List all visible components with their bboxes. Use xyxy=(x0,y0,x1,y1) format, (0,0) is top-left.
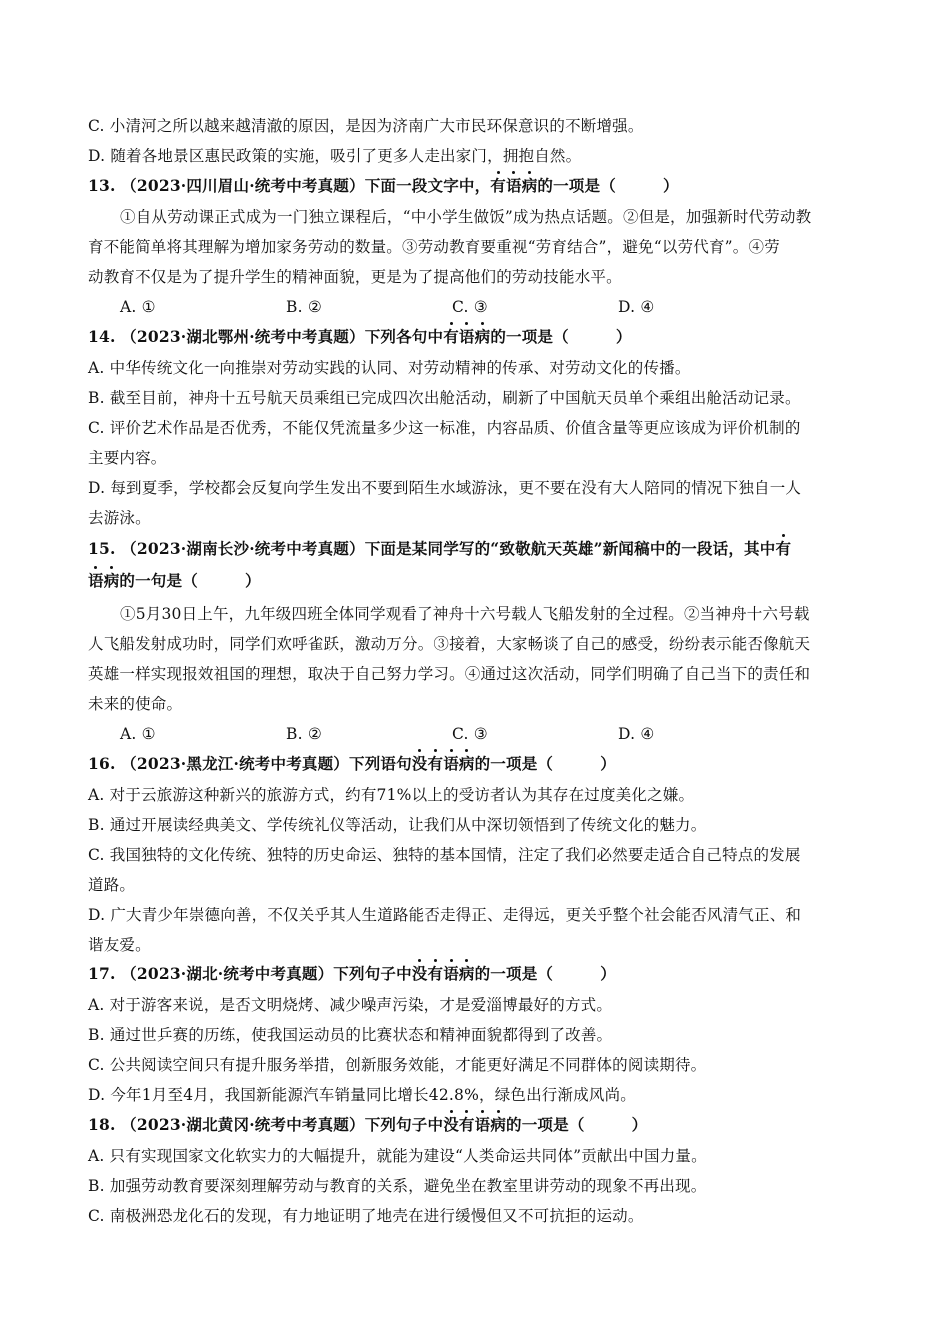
emphasis-char: 没 xyxy=(443,1115,459,1134)
emphasis-marked-text xyxy=(775,539,791,558)
option-b: B. ② xyxy=(286,298,322,316)
option-a-q18: A. 只有实现国家文化软实力的大幅提升，就能为建设“人类命运共同体”贡献出中国力量。 xyxy=(88,1147,707,1165)
emphasis-char: 没 xyxy=(411,754,428,773)
question-15-passage: 未来的使命。 xyxy=(88,695,183,713)
option-d-q16-cont: 谐友爱。 xyxy=(88,936,151,954)
option-b-q18: B. 加强劳动教育要深刻理解劳动与教育的关系，避免坐在教室里讲劳动的现象不再出现。 xyxy=(88,1177,707,1195)
option-d-q12: D. 随着各地景区惠民政策的实施，吸引了更多人走出家门，拥抱自然。 xyxy=(88,147,582,165)
option-c: C. ③ xyxy=(452,725,488,743)
option-c-q17: C. 公共阅读空间只有提升服务举措，创新服务效能，才能更好满足不同群体的阅读期待。 xyxy=(88,1056,707,1074)
emphasis-marked-text xyxy=(443,1115,506,1134)
option-a-q17: A. 对于游客来说，是否文明烧烤、减少噪声污染，才是爱淄博最好的方式。 xyxy=(88,996,613,1014)
question-13-heading: 13. （2023·四川眉山·统考中考真题）下面一段文字中，有语病的一项是（ ） xyxy=(88,176,679,195)
option-d-q14: D. 每到夏季，学校都会反复向学生发出不要到陌生水域游泳，更不要在没有大人陪同的情况下独自一人 xyxy=(88,479,802,497)
emphasis-char: 语 xyxy=(443,754,459,773)
emphasis-marked-text xyxy=(412,754,475,773)
emphasis-char: 病 xyxy=(458,754,475,773)
option-d: D. ④ xyxy=(618,725,655,743)
question-15-passage: ①5月30日上午，九年级四班全体同学观看了神舟十六号载人飞船发射的全过程。②当神舟十六号载 xyxy=(120,605,810,623)
question-16-heading: 16. （2023·黑龙江·统考中考真题）下列语句没有语病的一项是（ ） xyxy=(88,754,616,773)
option-b-q17: B. 通过世乒赛的历练，使我国运动员的比赛状态和精神面貌都得到了改善。 xyxy=(88,1026,613,1044)
question-15-heading: 15. （2023·湖南长沙·统考中考真题）下面是某同学写的“致敬航天英雄”新闻稿中的一段话，其中有 xyxy=(88,539,792,558)
question-17-heading: 17. （2023·湖北·统考中考真题）下列句子中没有语病的一项是（ ） xyxy=(88,964,616,983)
emphasis-marked-text xyxy=(88,571,119,590)
question-18-heading: 18. （2023·湖北黄冈·统考中考真题）下列句子中没有语病的一项是（ ） xyxy=(88,1115,648,1134)
question-13-passage: ①自从劳动课正式成为一门独立课程后，“中小学生做饭”成为热点话题。②但是，加强新时代劳动教 xyxy=(120,208,812,226)
option-b-q16: B. 通过开展读经典美文、学传统礼仪等活动，让我们从中深切领悟到了传统文化的魅力。 xyxy=(88,816,707,834)
option-a-q14: A. 中华传统文化一向推崇对劳动实践的认同、对劳动精神的传承、对劳动文化的传播。 xyxy=(88,359,691,377)
emphasis-marked-text xyxy=(412,964,475,983)
emphasis-char: 语 xyxy=(506,176,522,195)
emphasis-marked-text xyxy=(490,176,537,195)
option-c: C. ③ xyxy=(452,298,488,316)
question-15-passage: 英雄一样实现报效祖国的理想，取决于自己努力学习。④通过这次活动，同学们明确了自己当下的责任和 xyxy=(88,665,811,683)
emphasis-char: 病 xyxy=(103,571,120,590)
emphasis-char: 病 xyxy=(521,176,538,195)
option-c-q14-cont: 主要内容。 xyxy=(88,449,167,467)
option-a: A. ① xyxy=(120,725,156,743)
option-b: B. ② xyxy=(286,725,322,743)
emphasis-char: 病 xyxy=(490,1115,507,1134)
question-15-heading-cont: 语病的一句是（ ） xyxy=(88,571,261,590)
option-c-q12: C. 小清河之所以越来越清澈的原因，是因为济南广大市民环保意识的不断增强。 xyxy=(88,117,644,135)
option-c-q16-cont: 道路。 xyxy=(88,876,136,894)
option-a: A. ① xyxy=(120,298,156,316)
question-13-passage: 动教育不仅是为了提升学生的精神面貌，更是为了提高他们的劳动技能水平。 xyxy=(88,268,622,286)
emphasis-char: 有 xyxy=(490,176,506,195)
option-d-q17: D. 今年1月至4月，我国新能源汽车销量同比增长42.8%，绿色出行渐成风尚。 xyxy=(88,1086,636,1104)
option-b-q14: B. 截至目前，神舟十五号航天员乘组已完成四次出舱活动，刷新了中国航天员单个乘组出舱活动记录。 xyxy=(88,389,801,407)
question-13-options xyxy=(120,296,784,318)
question-15-options xyxy=(120,723,784,745)
emphasis-char: 有 xyxy=(427,754,444,773)
option-d: D. ④ xyxy=(618,298,655,316)
emphasis-char: 病 xyxy=(458,964,475,983)
option-c-q14: C. 评价艺术作品是否优秀，不能仅凭流量多少这一标准，内容品质、价值含量等更应该成为评价机制的 xyxy=(88,419,801,437)
option-d-q16: D. 广大青少年崇德向善，不仅关乎其人生道路能否走得正、走得远，更关乎整个社会能否风清气正、和 xyxy=(88,906,802,924)
question-14-heading: 14. （2023·湖北鄂州·统考中考真题）下列各句中有语病的一项是（ ） xyxy=(88,327,632,346)
emphasis-char: 语 xyxy=(88,571,104,590)
option-a-q16: A. 对于云旅游这种新兴的旅游方式，约有71%以上的受访者认为其存在过度美化之嫌。 xyxy=(88,786,695,804)
question-13-passage: 育不能简单将其理解为增加家务劳动的数量。③劳动教育要重视“劳育结合”，避免“以劳代育”。④劳 xyxy=(88,238,780,256)
emphasis-char: 语 xyxy=(474,1115,491,1134)
emphasis-char: 病 xyxy=(474,327,491,346)
option-d-q14-cont: 去游泳。 xyxy=(88,509,151,527)
emphasis-char: 有 xyxy=(427,964,444,983)
emphasis-char: 有 xyxy=(443,327,459,346)
option-c-q18: C. 南极洲恐龙化石的发现，有力地证明了地壳在进行缓慢但又不可抗拒的运动。 xyxy=(88,1207,644,1225)
emphasis-char: 有 xyxy=(458,1115,475,1134)
emphasis-char: 没 xyxy=(411,964,428,983)
emphasis-char: 语 xyxy=(443,964,459,983)
question-15-passage: 人飞船发射成功时，同学们欢呼雀跃，激动万分。③接着，大家畅谈了自己的感受，纷纷表示能否像航天 xyxy=(88,635,811,653)
emphasis-char: 语 xyxy=(458,327,475,346)
emphasis-char: 有 xyxy=(775,539,792,558)
option-c-q16: C. 我国独特的文化传统、独特的历史命运、独特的基本国情，注定了我们必然要走适合自己特点的发展 xyxy=(88,846,801,864)
emphasis-marked-text xyxy=(443,327,490,346)
